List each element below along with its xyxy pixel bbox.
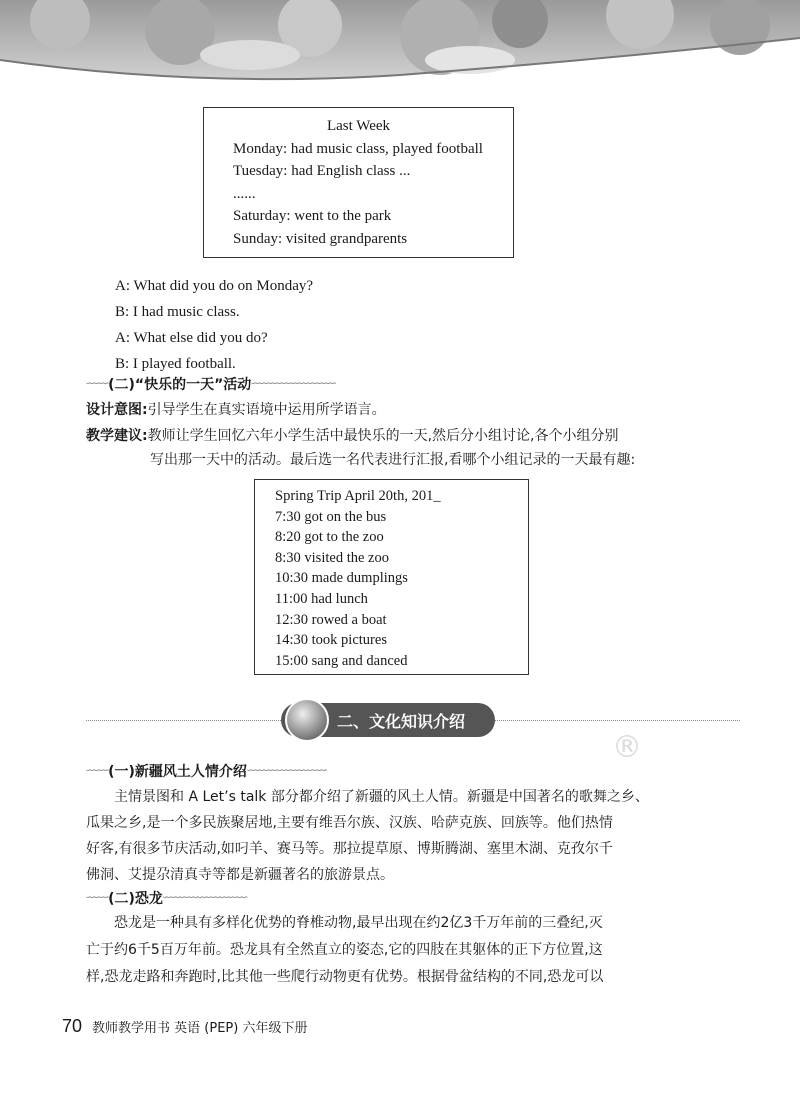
last-week-line: Tuesday: had English class ... (233, 163, 411, 179)
paragraph-line: 好客,有很多节庆活动,如叼羊、赛马等。那拉提草原、博斯腾湖、塞里木湖、克孜尔千 (86, 841, 613, 857)
registered-mark: ® (612, 730, 642, 765)
teaching-advice-line: 教师让学生回忆六年小学生活中最快乐的一天,然后分小组讨论,各个小组分别 (147, 428, 619, 444)
floral-banner-art (0, 0, 800, 100)
design-intent-text: 引导学生在真实语境中运用所学语言。 (147, 402, 386, 418)
paragraph-line: 佛洞、艾提尕清真寺等都是新疆著名的旅游景点。 (86, 867, 394, 883)
last-week-line: Sunday: visited grandparents (233, 230, 408, 247)
wavy-decoration: ∽∽∽∽∽∽∽∽∽∽∽∽∽∽∽∽∽∽∽ (162, 893, 247, 903)
section-heading-xinjiang (86, 761, 326, 781)
design-intent (86, 398, 726, 422)
globe-icon (285, 698, 329, 742)
teaching-advice-line: 写出那一天中的活动。最后选一名代表进行汇报,看哪个小组记录的一天最有趣: (150, 452, 636, 468)
paragraph-line: 样,恐龙走路和奔跑时,比其他一些爬行动物更有优势。根据骨盆结构的不同,恐龙可以 (86, 969, 604, 985)
section-heading-text: (一)新疆风土人情介绍 (108, 764, 247, 780)
page-footer (62, 1016, 307, 1037)
paragraph-line: 亡于约6千5百万年前。恐龙具有全然直立的姿态,它的四肢在其躯体的正下方位置,这 (86, 942, 603, 958)
page-number: 70 (62, 1016, 83, 1036)
spring-trip-line: 8:20 got to the zoo (275, 529, 384, 546)
teaching-advice (86, 424, 736, 472)
spring-trip-line: 8:30 visited the zoo (275, 549, 389, 566)
dialog-line: A: What else did you do? (115, 330, 268, 346)
paragraph-line: 瓜果之乡,是一个多民族聚居地,主要有维吾尔族、汉族、哈萨克族、回族等。他们热情 (86, 815, 613, 831)
teaching-advice-label: 教学建议: (86, 428, 148, 444)
last-week-line: Monday: had music class, played football (233, 140, 483, 157)
dialog-line: B: I played football. (115, 356, 236, 372)
dialog-example (115, 273, 313, 377)
section-heading-text: (二)恐龙 (108, 891, 163, 907)
last-week-line: ...... (233, 185, 256, 202)
wavy-decoration: ∽∽∽∽∽ (86, 893, 109, 903)
paragraph-line: 恐龙是一种具有多样化优势的脊椎动物,最早出现在约2亿3千万年前的三叠纪,灭 (114, 915, 603, 931)
section-heading-dinosaur (86, 888, 247, 908)
spring-trip-line: 15:00 sang and danced (275, 652, 408, 669)
spring-trip-line: 7:30 got on the bus (275, 508, 387, 525)
decorative-banner (0, 0, 800, 100)
last-week-line: Saturday: went to the park (233, 208, 392, 224)
wavy-decoration: ∽∽∽∽∽∽∽∽∽∽∽∽∽∽∽∽∽∽∽ (251, 379, 336, 389)
dialog-line: A: What did you do on Monday? (115, 278, 314, 294)
wavy-decoration: ∽∽∽∽∽ (86, 766, 109, 776)
divider-left (86, 720, 281, 721)
last-week-box (203, 107, 514, 258)
dinosaur-paragraph (86, 910, 736, 991)
xinjiang-paragraph (86, 784, 736, 888)
divider-right (495, 720, 740, 721)
wavy-decoration: ∽∽∽∽∽∽∽∽∽∽∽∽∽∽∽∽∽∽ (246, 766, 327, 776)
paragraph-line: 主情景图和 A Let’s talk 部分都介绍了新疆的风土人情。新疆是中国著名的歌舞之乡、 (114, 789, 649, 805)
section-heading-text: (二)“快乐的一天”活动 (108, 377, 252, 393)
spring-trip-line: 12:30 rowed a boat (275, 611, 387, 628)
part-title-pill (281, 703, 495, 737)
spring-trip-line: 14:30 took pictures (275, 632, 387, 649)
spring-trip-box (254, 479, 529, 675)
spring-trip-line: Spring Trip April 20th, 201_ (275, 488, 441, 504)
spring-trip-line: 11:00 had lunch (275, 590, 368, 607)
part-title-text: 二、文化知识介绍 (337, 711, 466, 731)
wavy-decoration: ∽∽∽∽∽ (86, 379, 109, 389)
design-intent-label: 设计意图: (86, 402, 148, 418)
section-heading-happy-day (86, 374, 335, 394)
book-title: 教师教学用书 英语 (PEP) 六年级下册 (92, 1021, 308, 1036)
last-week-title: Last Week (326, 118, 391, 134)
spring-trip-line: 10:30 made dumplings (275, 570, 408, 587)
dialog-line: B: I had music class. (115, 304, 240, 320)
